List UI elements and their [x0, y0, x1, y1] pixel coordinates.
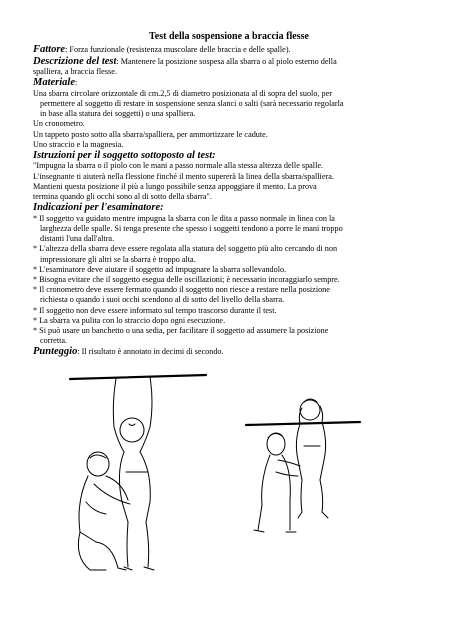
illustration-subject-hanging: [240, 380, 400, 540]
descrizione-text: : Mantenere la posizione sospesa alla sbarra o al piolo esterno della: [116, 56, 337, 66]
indicazioni-line: richiesta o quando i suoi occhi scendono al di sotto del livello della sbarra.: [40, 295, 285, 305]
punteggio-text: : Il risultato è annotato in decimi di secondo.: [77, 347, 224, 357]
document-body: [33, 31, 425, 358]
indicazioni-line: distanti l'una dall'altra.: [40, 234, 115, 244]
indicazioni-line: * Il soggetto non deve essere informato sul tempo trascorso durante il test.: [33, 305, 277, 315]
indicazioni-line: * Il cronometro deve essere fermato quando il soggetto non riesce a restare nella posizione: [33, 285, 330, 295]
materiale-line: Un cronometro.: [33, 119, 85, 129]
fattore-heading: Fattore: [33, 44, 66, 55]
indicazioni-line: larghezza delle spalle. Si tenga presente che spesso i soggetti tendono a porre le mani troppo: [40, 223, 343, 233]
materiale-line: Una sbarra circolare orizzontale di cm.2,5 di diametro posizionata al di sopra del suolo, per: [33, 88, 332, 98]
document-title: Test della sospensione a braccia flesse: [149, 31, 309, 42]
indicazioni-line: corretta.: [40, 336, 68, 346]
materiale-heading-line: [33, 77, 425, 89]
fattore-line: [33, 44, 425, 56]
materiale-line: Uno straccio e la magnesia.: [33, 139, 124, 149]
indicazioni-line: * Il soggetto va guidato mentre impugna la sbarra con le dita a passo normale in linea con la: [33, 213, 335, 223]
materiale-line: in base alla statura dei soggetti) o una spalliera.: [40, 109, 196, 119]
descrizione-line: [33, 56, 425, 68]
illustration-examiner-lifting: [66, 372, 211, 577]
indicazioni-line: * L'altezza della sbarra deve essere regolata alla statura del soggetto più alto cercando di non: [33, 244, 338, 254]
punteggio-line: [33, 346, 425, 358]
punteggio-heading: Punteggio: [33, 346, 78, 358]
istruzioni-line: "Impugna la sbarra o il piolo con le mani a passo normale alla stessa altezza delle spalle.: [33, 161, 324, 171]
istruzioni-line: termina quando gli occhi sono al di sotto della sbarra".: [33, 192, 212, 202]
indicazioni-line: impressionare gli altri se la sbarra è troppo alta.: [40, 254, 196, 264]
materiale-heading: Materiale: [33, 77, 75, 89]
materiale-line: Un tappeto posto sotto alla sbarra/spalliera, per ammortizzare le cadute.: [33, 129, 268, 139]
indicazioni-line: * La sbarra va pulita con lo straccio dopo ogni esecuzione.: [33, 315, 226, 325]
indicazioni-line: * L'esaminatore deve aiutare il soggetto ad impugnare la sbarra sollevandolo.: [33, 264, 287, 274]
materiale-colon: :: [75, 78, 78, 88]
istruzioni-line: Mantieni questa posizione il più a lungo possibile senza appoggiare il mento. La prova: [33, 181, 317, 191]
istruzioni-line: L'insegnante ti aiuterà nella flessione finché il mento supererà la linea della sbarra/spalliera.: [33, 171, 334, 181]
indicazioni-heading: Indicazioni per l'esaminatore:: [33, 202, 164, 214]
descrizione-cont: spalliera, a braccia flesse.: [33, 67, 117, 76]
fattore-text: : Forza funzionale (resistenza muscolare delle braccia e delle spalle).: [65, 45, 291, 54]
materiale-line: permettere al soggetto di restare in sospensione senza slanci o salti (sarà necessario regolarla: [40, 98, 344, 108]
descrizione-heading: Descrizione del test: [33, 55, 117, 67]
indicazioni-line: * Si può usare un banchetto o una sedia, per facilitare il soggetto ad assumere la posizione: [33, 325, 329, 335]
indicazioni-line: * Bisogna evitare che il soggetto esegua delle oscillazioni; è necessario incoraggiarlo sempre.: [33, 274, 340, 284]
istruzioni-heading: Istruzioni per il soggetto sottoposto al test:: [33, 149, 216, 161]
